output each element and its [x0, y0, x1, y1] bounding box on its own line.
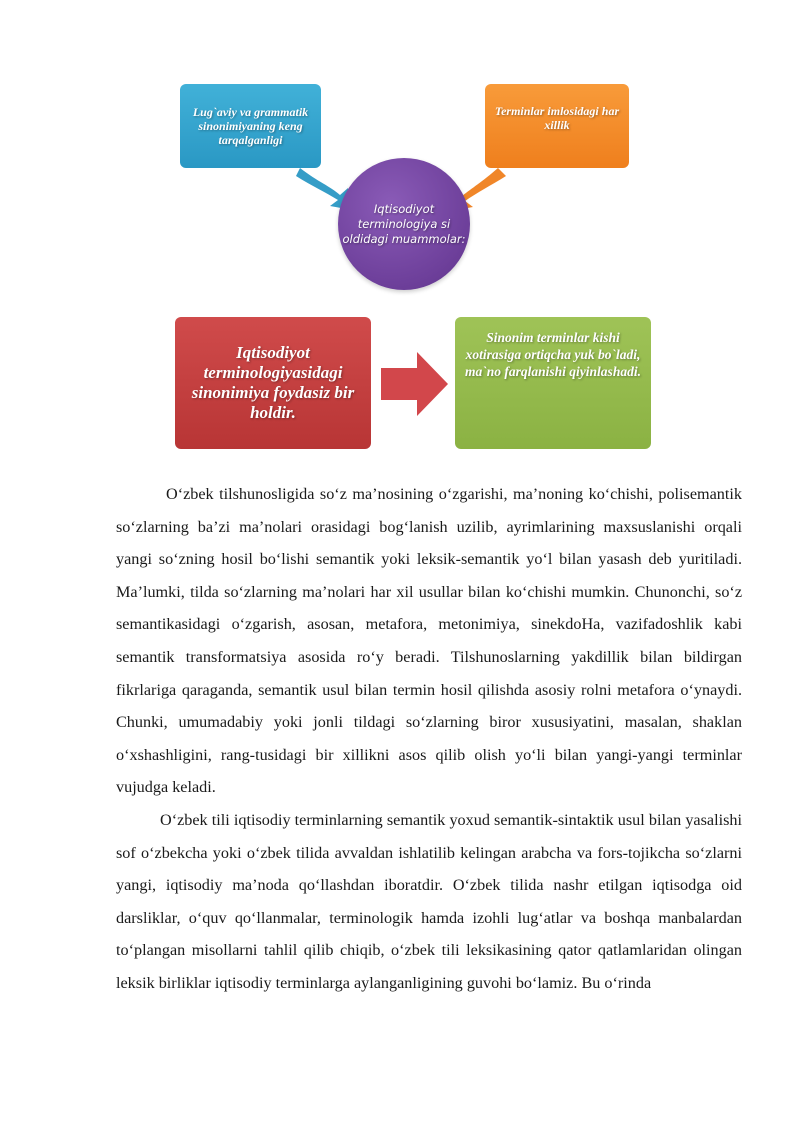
memory-burden-box: Sinonim terminlar kishi xotirasiga ortiqcha yuk bo`ladi, ma`no farqlanishi qiyinlashadi. — [455, 317, 651, 449]
right-arrow-icon — [381, 352, 448, 416]
problems-diagram — [0, 0, 800, 460]
paragraph-economic-terms: O‘zbek tili iqtisodiy terminlarning semantik yoxud semantik-sintaktik usul bilan yasalishi sof o‘zbekcha yoki o‘zbek tilida avvaldan ishlatilib kelingan arabcha va fors-tojikcha so‘zlarni yangi, iqtisodiy ma’noda qo‘llashdan iboratdir. O‘zbek tilida nashr etilgan iqtisodga oid darsliklar, o‘quv qo‘llanmalar, terminologik hamda izohli lug‘atlar va boshqa manbalardan to‘plangan misollarni tahlil qilib chiqib, o‘zbek tili leksikasining qator qatlamlaridan olingan leksik birliklar iqtisodiy terminlarga aylanganligining guvohi bo‘lamiz. Bu o‘rinda — [116, 810, 742, 992]
central-problems-circle: Iqtisodiyot terminologiya si oldidagi muammolar: — [338, 158, 470, 290]
paragraph-semantic-derivation: O‘zbek tilshunosligida so‘z ma’nosining o‘zgarishi, ma’noning ko‘chishi, polisemantik so‘zlarning ba’zi ma’nolari orasidagi bog‘lanish uzilib, ayrimlarining maxsuslanishi orqali yangi so‘zning hosil bo‘lishi semantik yoki leksik-semantik yo‘l bilan yasash deb yuritiladi. Ma’lumki, tilda so‘zlarning ma’nolari har xil usullar bilan ko‘chishi mumkin. Chunonchi, so‘z semantikasidagi o‘zgarish, asosan, metafora, metonimiya, sinekdoHa, vazifadoshlik kabi semantik transformatsiya asosida ro‘y beradi. Tilshunoslarning yakdillik bilan bildirgan fikrlariga qaraganda, semantik usul bilan termin hosil qilishda asosiy rolni metafora o‘ynaydi. Chunki, umumadabiy yoki jonli tildagi so‘zlarning biror xususiyatini, masalan, shaklan o‘xshashligini, rang-tusidagi bir xillikni asos qilib olish yo‘li bilan yangi-yangi terminlar vujudga keladi. — [116, 485, 742, 797]
body-text — [116, 478, 742, 1000]
spelling-variation-box: Terminlar imlosidagi har xillik — [485, 84, 629, 168]
synonymy-useless-box: Iqtisodiyot terminologiyasidagi sinonimiya foydasiz bir holdir. — [175, 317, 371, 449]
lexical-synonymy-box: Lug`aviy va grammatik sinonimiyaning keng tarqalganligi — [180, 84, 321, 168]
